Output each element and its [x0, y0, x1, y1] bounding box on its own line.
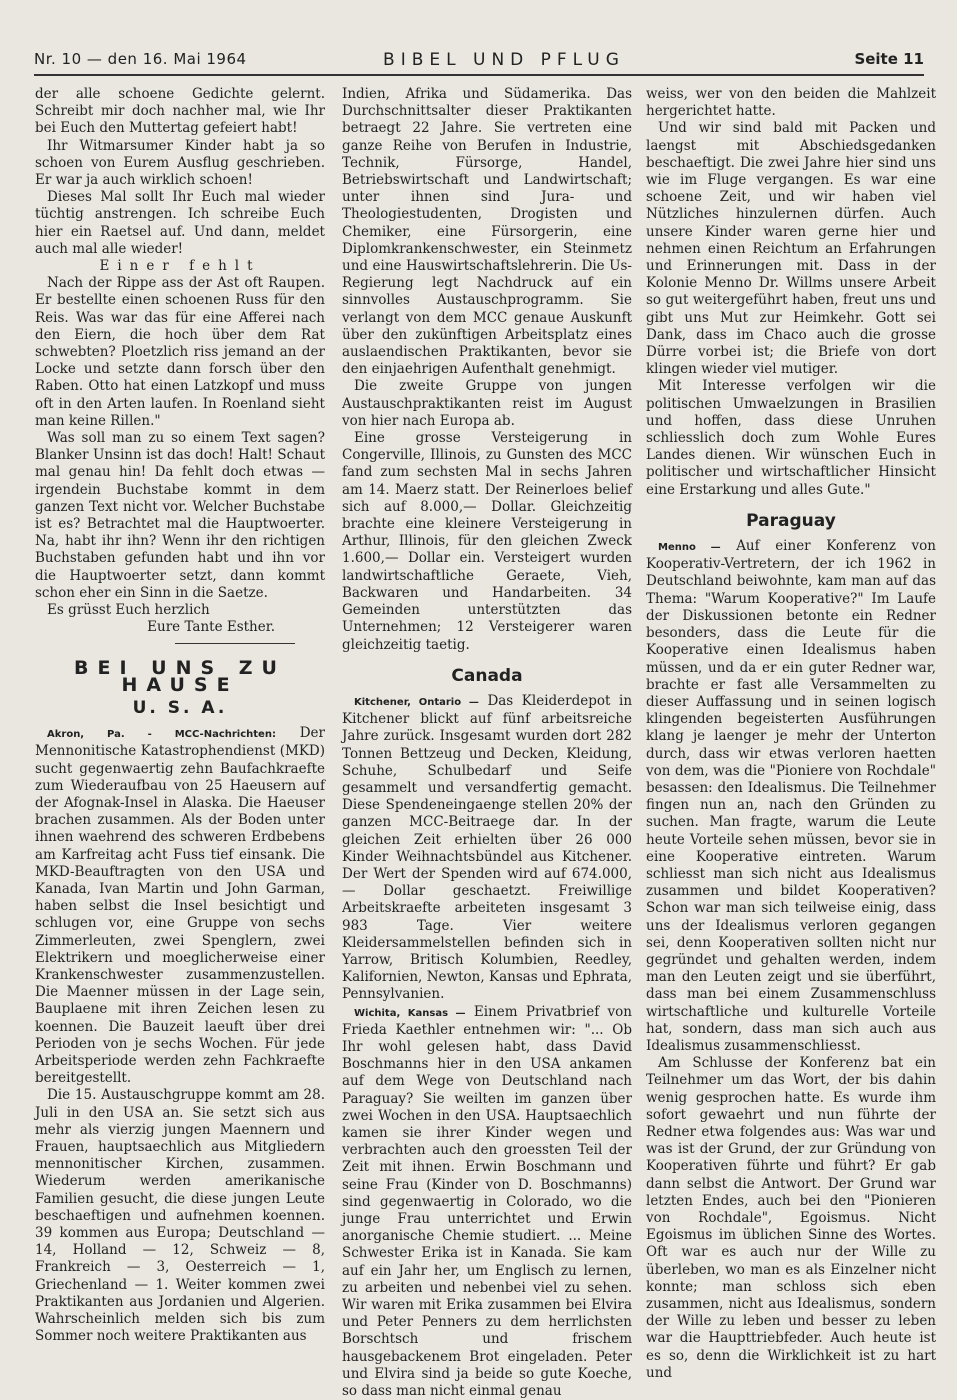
paragraph: Dieses Mal sollt Ihr Euch mal wieder tüchtig anstrengen. Ich schreibe Euch hier ein Raetsel auf. Und dann, meldet auch mal alle wieder!: [35, 189, 325, 257]
paragraph: weiss, wer von den beiden die Mahlzeit hergerichtet hatte.: [646, 86, 936, 120]
paragraph: Und wir sind bald mit Packen und laengst mit Abschiedsgedanken beschaeftigt. Die zwei Jahre hier sind uns wie im Fluge vergangen. Es war eine schoene Zeit, und wir haben viel Nützliches hinzulernen dürfen. Auch unsere Kinder waren gerne hier und nehmen einen Reichtum an Erfahrungen und Erinnerungen mit. Dass in der Kolonie Menno Dr. Willms unsere Arbeit so gut weitergeführt haben, freut uns und gibt uns Mut zur Heimkehr. Gott sei Dank, dass im Chaco auch die grosse Dürre vorbei ist; die Briefe von dort klingen wieder viel mutiger.: [646, 120, 936, 378]
paragraph: Was soll man zu so einem Text sagen? Blanker Unsinn ist das doch! Halt! Schaut mal genau hin! Da fehlt doch etwas — irgendein Buchstabe kommt in dem ganzen Text nicht vor. Welcher Buchstabe ist es? Betrachtet mal die Hauptwoerter. Na, habt ihr ihn? Wenn ihr den richtigen Buchstaben gefunden habt und ihn vor die Hauptwoerter setzt, dann kommt schon eher ein Sinn in die Saetze.: [35, 430, 325, 601]
paragraph: Eine grosse Versteigerung in Congerville, Illinois, zu Gunsten des MCC fand zum sechsten Mal in sechs Jahren am 14. Maerz statt. Der Reinerloes belief sich auf 8.000,— Dollar. Gleichzeitig brachte eine kleinere Versteigerung in Arthur, Illinois, für den gleichen Zweck 1.600,— Dollar ein. Versteigert wurden landwirtschaftliche Geraete, Vieh, Backwaren und Handarbeiten. 34 Gemeinden unterstützten das Unternehmen; 12 Versteigerer waren gleichzeitig taetig.: [342, 430, 632, 653]
section-divider: [175, 643, 295, 644]
paragraph: Indien, Afrika und Südamerika. Das Durchschnittsalter dieser Praktikanten betraegt 22 Jahre. Sie vertreten eine ganze Reihe von Berufen in Industrie, Technik, Fürsorge, Handel, Betriebswirtschaft und Landwirtschaft; unter ihnen sind Jura- und Theologiestudenten, Drogisten und Chemiker, eine Fürsorgerin, eine Diplomkrankenschwester, ein Steinmetz und eine Hauswirtschaftslehrerin. Die Us-Regierung legt Nachdruck auf ein sinnvolles Austauschprogramm. Sie verlangt von dem MCC genaue Auskunft über den zukünftigen Arbeitsplatz eines auslaendischen Praktikanten, bevor sie den einjaehrigen Aufenthalt genehmigt.: [342, 86, 632, 378]
greeting: Es grüsst Euch herzlich: [47, 602, 210, 619]
page-number: Seite 11: [854, 50, 924, 68]
signature: Eure Tante Esther.: [147, 619, 275, 636]
paragraph: Ihr Witmarsumer Kinder habt ja so schoen von Eurem Ausflug geschrieben. Er war ja auch wirklich schoen!: [35, 137, 325, 189]
paragraph: Einem Privatbrief von Frieda Kaethler entnehmen wir: "... Ob Ihr wohl gelesen habt, dass David Boschmanns hier in den USA ankamen auf dem Wege von Deutschland nach Paraguay? Sie weilten im ganzen über zwei Wochen in den USA. Hauptsaechlich kamen sie ihrer Kinder wegen und verbrachten auch den groessten Teil der Zeit mit ihnen. Erwin Boschmann und seine Frau (Kinder von D. Boschmanns) sind gegenwaertig in Colorado, wo die junge Frau unterrichtet und Erwin anorganische Chemie studiert. ... Meine Schwester Erika ist in Kanada. Sie kam auf ein Jahr her, um Englisch zu lernen, zu arbeiten und nebenbei viel zu sehen. Wir waren mit Erika zusammen bei Elvira und Peter Penners zu dem herrlichsten Borschtsch und frischem hausgebackenem Brot eingeladen. Peter und Elvira sind ja beide so gute Koeche, so dass man nicht einmal genau: [342, 1003, 632, 1400]
column-1: [35, 86, 325, 1345]
dateline: Akron, Pa. - MCC-Nachrichten:: [47, 729, 276, 741]
column-2: [342, 86, 632, 1400]
riddle-title: Einer fehlt: [99, 258, 261, 275]
paragraph: Die 15. Austauschgruppe kommt am 28. Juli in den USA an. Sie setzt sich aus mehr als vierzig jungen Maennern und Frauen, hauptsaechlich aus Mitgliedern mennonitischer Kirchen, zusammen. Wiederum werden amerikanische Familien gesucht, die diese jungen Leute beschaeftigen und aufnehmen koennen. 39 kommen aus Europa; Deutschland — 14, Holland — 12, Schweiz — 8, Frankreich — 3, Oesterreich — 1, Griechenland — 1. Weiter kommen zwei Praktikanten aus Jordanien und Algerien. Wahrscheinlich melden sich bis zum Sommer noch weitere Praktikanten aus: [35, 1087, 325, 1345]
paragraph: Das Kleiderdepot in Kitchener blickt auf fünf arbeitsreiche Jahre zurück. Insgesamt wurden dort 282 Tonnen Bettzeug und Decken, Kleidung, Schuhe, Schulbedarf und Seife gesammelt und versandfertig gemacht. Diese Spendeneingaenge stellen 20% der ganzen MCC-Beitraege dar. In der gleichen Zeit erhielten über 26 000 Kinder Weihnachtsbündel aus Kitchener. Der Wert der Spenden wird auf 674.000,— Dollar geschaetzt. Freiwillige Arbeitskraefte arbeiteten insgesamt 3 983 Tage. Vier weitere Kleidersammelstellen befinden sich in Yarrow, Britisch Kolumbien, Reedley, Kalifornien, Newton, Kansas und Ephrata, Pennsylvanien.: [342, 692, 633, 1003]
section-heading: Canada: [451, 665, 523, 686]
section-heading: BEI UNS ZU HAUSE: [74, 656, 286, 696]
paragraph: Am Schlusse der Konferenz bat ein Teilnehmer um das Wort, der bis dahin wenig gesprochen hatte. Es wurde ihm sofort gewaehrt und nun führte der Redner etwa folgendes aus: Was war und was ist der Grund, der zur Gründung von Kooperativen führte und führt? Er gab dann selbst die Antwort. Der Grund war letzten Endes, auch bei den "Pionieren von Rochdale", Egoismus. Nicht Egoismus im üblichen Sinne des Wortes. Oft war es auch nur der Wille zu überleben, wo man es als Einzelner nicht konnte; man schloss sich eben zusammen, nicht aus Idealismus, sondern der Wille zu leben und besser zu leben war die Haupttriebfeder. Auch heute ist es so, denn die Wirklichkeit ist zu hart und: [646, 1055, 936, 1381]
paragraph: Mit Interesse verfolgen wir die politischen Umwaelzungen in Brasilien und hoffen, dass diese Unruhen schliesslich doch zum Wohle Eures Landes dienen. Wir wünschen Euch in politischer und wirtschaftlicher Hinsicht eine Erstarkung und alles Gute.": [646, 378, 936, 498]
page-header: [34, 46, 924, 74]
issue-date: Nr. 10 — den 16. Mai 1964: [34, 50, 247, 68]
riddle-text: Nach der Rippe ass der Ast oft Raupen. Er bestellte einen schoenen Russ für den Reis. Was war das für eine Afferei nach den Eiern, die hoch über dem Rat schwebten? Ploetzlich riss jemand an der Locke und setzte dann forsch über den Raben. Otto hat einen Latzkopf und muss oft in den Arten laufen. In Roenland sieht man keine Rillen.": [35, 275, 325, 429]
column-3: [646, 86, 936, 1382]
dateline: Wichita, Kansas —: [354, 1007, 466, 1019]
section-heading: Paraguay: [746, 510, 836, 531]
paragraph: Die zweite Gruppe von jungen Austauschpraktikanten reist im August von hier nach Europa ab.: [342, 378, 632, 429]
subsection-heading: U. S. A.: [132, 697, 228, 718]
header-rule: [34, 74, 924, 76]
dateline: Menno —: [658, 542, 721, 554]
paragraph: Der Mennonitische Katastrophendienst (MKD) sucht gegenwaertig zehn Baufachkraefte zum Wiederaufbau von 25 Haeusern auf der Afognak-Insel in Alaska. Die Haeuser brachen zusammen. Als der Boden unter ihnen waehrend des schweren Erdbebens am Karfreitag acht Fuss tief einsank. Die MKD-Beauftragten von den USA und Kanada, Ivan Martin und John Garman, haben selbst die Insel besichtigt und schlugen vor, eine Gruppe von sechs Zimmerleuten, zwei Spenglern, zwei Elektrikern und moeglicherweise einer Krankenschwester zusammenzustellen. Die Maenner müssen in der Lage sein, Bauplaene mit ihren Zeichen lesen zu koennen. Die Bauzeit laeuft über drei Perioden von je sechs Wochen. Für jede Arbeitsperiode werden zehn Fachkraefte bereitgestellt.: [35, 725, 326, 1087]
paragraph: der alle schoene Gedichte gelernt. Schreibt mir doch nachher mal, wie Ihr bei Euch den Muttertag gefeiert habt!: [35, 86, 325, 137]
dateline: Kitchener, Ontario —: [354, 696, 479, 708]
paragraph: Auf einer Konferenz von Kooperativ-Vertretern, der ich 1962 in Deutschland beiwohnte, kam man auf das Thema: "Warum Kooperative?" Im Laufe der Diskussionen betonte ein Redner besonders, dass die Leute für die Kooperative einen Idealismus haben müssen, und da er ein guter Redner war, brachte er fast alle Versammelten zu dieser Auffassung und in seinen logisch klingenden begeisterten Ausführungen klang je laenger je mehr der Unterton durch, dass wir etwas verloren haetten von dem, was die "Pioniere von Rochdale" besassen: den Idealismus. Die Teilnehmer fingen nun an, nach den Gründen zu suchen. Man fragte, warum die Leute heute Vorteile sehen müssen, bevor sie in eine Kooperative eintreten. Warum schliesst man sich nicht aus Idealismus zusammen und bildet Kooperativen? Schon war man sich teilweise einig, dass uns der Idealismus verloren gegangen sei, denn Kooperativen sollten nicht nur gegründet und gehalten werden, indem man den Leuten zeigt und sie überführt, dass man bei einem Zusammenschluss wirtschaftliche und kulturelle Vorteile hat, sondern, dass man sich auch aus Idealismus zusammenschliesst.: [646, 538, 937, 1054]
publication-title: BIBEL UND PFLUG: [383, 50, 625, 70]
